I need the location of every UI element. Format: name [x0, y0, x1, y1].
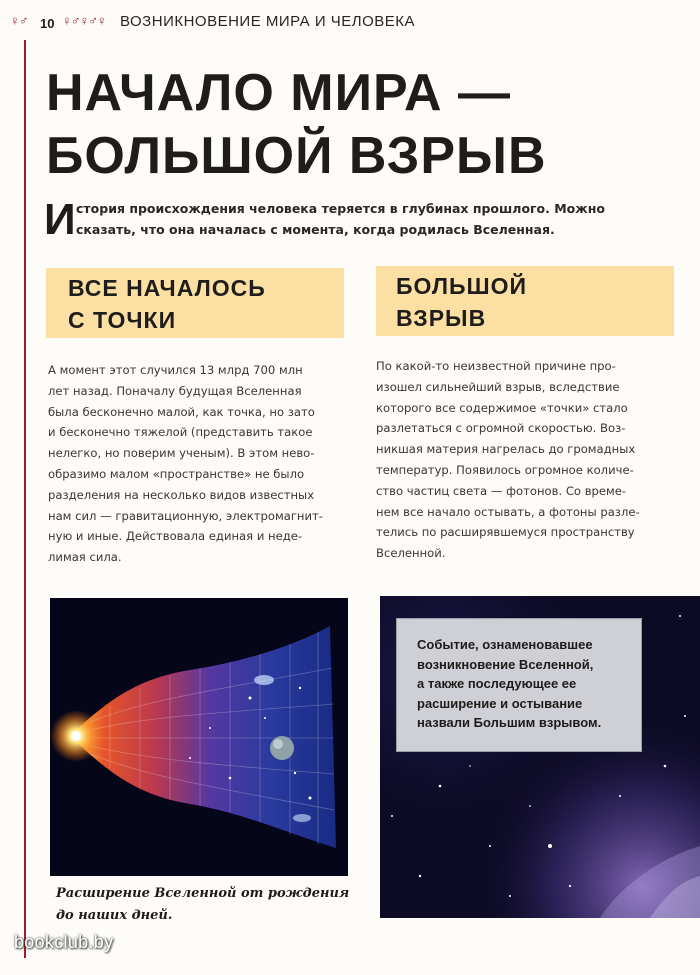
title-line-2: БОЛЬШОЙ ВЗРЫВ	[46, 127, 547, 185]
info-box-text	[417, 635, 629, 733]
left-text-line: А момент этот случился 13 млрд 700 млн	[48, 363, 303, 377]
right-heading-line-1: БОЛЬШОЙ	[396, 273, 528, 299]
left-text-line: образимо малом «пространстве» не было	[48, 466, 305, 481]
right-section-heading	[376, 266, 674, 336]
info-line: расширение и остывание	[417, 695, 583, 711]
left-heading-line-2: С ТОЧКИ	[68, 307, 177, 333]
right-text-line: температур. Появилось огромное количе-	[376, 462, 634, 477]
right-text-line: никшая материя нагрелась до громадных	[376, 442, 636, 457]
left-text-line: ную и иные. Действовала единая и неде-	[48, 529, 303, 544]
right-text-line: телись по расширявшемуся пространству	[376, 525, 635, 540]
left-text-line: лет назад. Поначалу будущая Вселенная	[48, 383, 302, 398]
info-box	[396, 618, 642, 752]
left-text-line: нам сил — гравитационную, электромагнит-	[48, 508, 323, 523]
right-text-line: разлетаться с огромной скоростью. Воз-	[376, 421, 626, 436]
universe-expansion-graphic	[50, 598, 348, 876]
running-header	[0, 0, 700, 40]
intro-line-2: сказать, что она началась с момента, когда родилась Вселенная.	[76, 222, 555, 237]
right-text-line: которого все содержимое «точки» стало	[376, 400, 628, 415]
left-text-line: нелегко, но поверим ученым). В этом нево-	[48, 446, 315, 461]
page-title	[46, 62, 547, 188]
left-heading-line-1: ВСЕ НАЧАЛОСЬ	[68, 275, 266, 301]
page-number: 10	[40, 16, 55, 31]
info-line: Событие, ознаменовавшее	[417, 637, 593, 652]
watermark: bookclub.by	[14, 932, 114, 952]
title-line-1: НАЧАЛО МИРА —	[46, 64, 512, 122]
drop-cap: И	[44, 195, 76, 244]
caption-line-2: до наших дней.	[56, 908, 173, 923]
info-line: возникновение Вселенной,	[417, 656, 594, 672]
right-text-line: Вселенной.	[376, 546, 446, 561]
right-text-line: По какой-то неизвестной причине про-	[376, 359, 616, 373]
universe-expansion-illustration	[50, 598, 348, 876]
intro-line-1: стория происхождения человека теряется в глубинах прошлого. Можно	[76, 201, 605, 216]
left-text-line: была бесконечно малой, как точка, но зато	[48, 404, 315, 419]
intro-paragraph	[76, 198, 666, 240]
left-text-line: разделения на несколько видов известных	[48, 487, 315, 502]
people-row-icon: ♀♂♀♂♀	[62, 13, 106, 28]
info-line: а также последующее ее	[417, 676, 577, 691]
caption-line-1: Расширение Вселенной от рождения	[56, 886, 350, 901]
right-text-line: изошел сильнейший взрыв, вследствие	[376, 379, 620, 394]
right-column-text	[376, 356, 676, 564]
people-icon: ♀♂	[10, 13, 28, 28]
running-head: ВОЗНИКНОВЕНИЕ МИРА И ЧЕЛОВЕКА	[120, 13, 416, 30]
info-line: назвали Большим взрывом.	[417, 715, 602, 730]
right-text-line: нем все начало остывать, а фотоны разле-	[376, 504, 640, 519]
image-caption	[56, 883, 349, 927]
right-heading-line-2: ВЗРЫВ	[396, 305, 487, 331]
left-text-line: и бесконечно тяжелой (представить такое	[48, 425, 313, 440]
left-column-text	[48, 360, 348, 568]
right-text-line: ство частиц света — фотонов. Со време-	[376, 483, 627, 498]
left-section-heading	[46, 268, 344, 338]
left-text-line: лимая сила.	[48, 550, 122, 565]
